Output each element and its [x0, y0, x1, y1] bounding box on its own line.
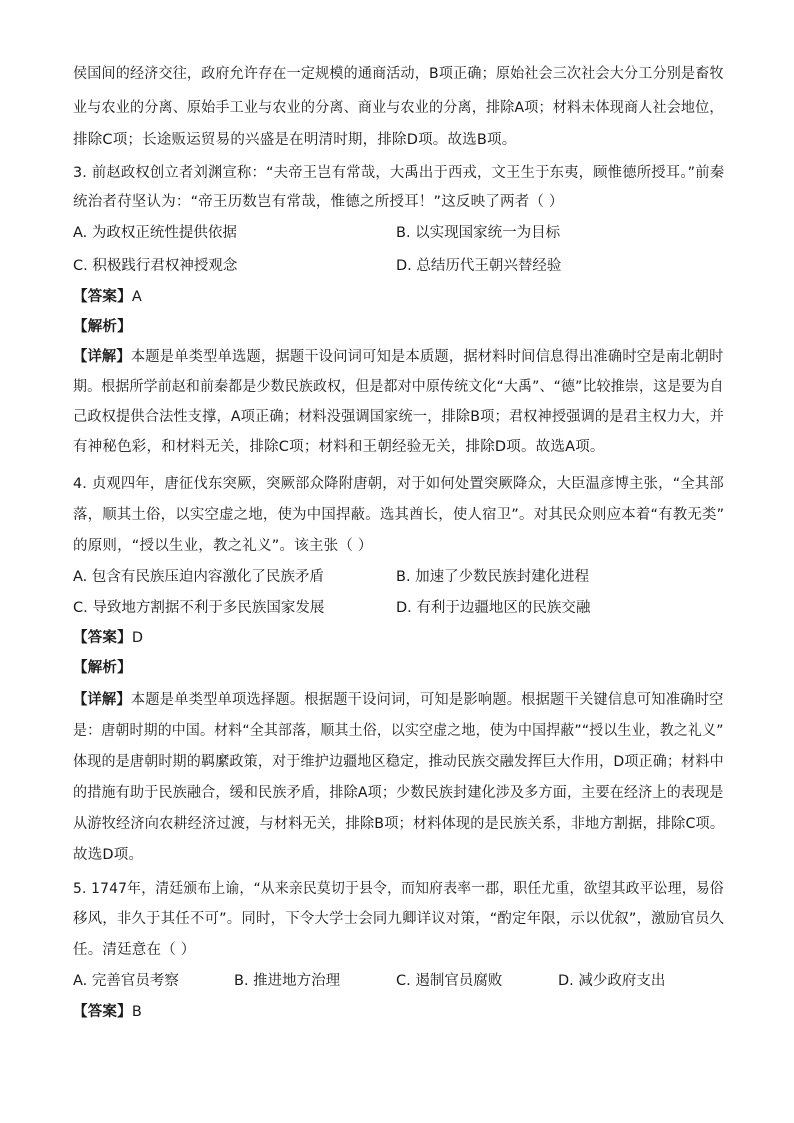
- question-4-option-a: A. 包含有民族压迫内容激化了民族矛盾: [73, 569, 324, 585]
- question-5-stem: 5. 1747年，清廷颁布上谕，“从来亲民莫切于县令，而知府表率一郡，职任尤重，欲望其政平讼理，易俗: [73, 881, 724, 897]
- question-4-option-c: C. 导致地方割据不利于多民族国家发展: [73, 600, 325, 616]
- question-5-answer: [73, 1002, 142, 1022]
- question-3-option-b: B. 以实现国家统一为目标: [396, 225, 561, 241]
- question-4-stem: 4. 贞观四年，唐征伐东突厥，突厥部众降附唐朝，对于如何处置突厥降众，大臣温彦博主张，“全其部: [73, 476, 724, 492]
- question-3-option-c: C. 积极践行君权神授观念: [73, 258, 238, 274]
- question-3-answer: [73, 287, 142, 307]
- question-3-detail: [73, 347, 724, 367]
- question-3-detail: 有神秘色彩，和材料无关，排除C项；材料和王朝经验无关，排除D项。故选A项。: [73, 439, 605, 455]
- question-5-option-b: B. 推进地方治理: [234, 973, 341, 989]
- question-4-detail: 从游牧经济向农耕经济过渡，与材料无关，排除B项；材料体现的是民族关系，非地方割据，排除C项。: [73, 816, 725, 832]
- answer-tag: 【答案】: [73, 630, 132, 646]
- answer-value: A: [131, 289, 142, 305]
- question-3-detail: 期。根据所学前赵和前秦都是少数民族政权，但是都对中原传统文化“大禹”、“德”比较推崇，这是要为自: [73, 379, 724, 395]
- question-5-option-c: C. 遏制官员腐败: [396, 973, 503, 989]
- question-4-option-d: D. 有利于边疆地区的民族交融: [396, 600, 591, 616]
- detail-tag: 【详解】: [73, 692, 131, 708]
- question-4-answer: [73, 628, 143, 648]
- answer-value: B: [131, 1004, 142, 1020]
- question-4-analysis-tag: 【解析】: [73, 660, 132, 676]
- question-3-analysis-tag: 【解析】: [73, 319, 132, 335]
- question-4-stem: 的原则，“授以生业，教之礼义”。该主张（ ）: [73, 538, 373, 554]
- question-4-stem: 落，顺其土俗，以实空虚之地，使为中国捍蔽。选其酋长，使人宿卫”。对其民众则应本着“有教无类”: [73, 507, 725, 523]
- question-5-stem: 任。清廷意在（ ）: [73, 942, 196, 958]
- question-5-stem: 移风，非久于其任不可”。同时，下令大学士会同九卿详议对策，“酌定年限，示以优叙”，激励官员久: [73, 911, 725, 927]
- detail-text: 本题是单类型单项选择题。根据题干设问词，可知是影响题。根据题干关键信息可知准确时空: [130, 692, 724, 708]
- question-4-detail: 的措施有助于民族融合，缓和民族矛盾，排除A项；少数民族封建化涉及多方面，主要在经济上的表现是: [73, 785, 724, 801]
- question-4-option-b: B. 加速了少数民族封建化进程: [396, 569, 590, 585]
- question-4-detail: 故选D项。: [73, 847, 144, 863]
- question-4-detail: 是：唐朝时期的中国。材料“全其部落，顺其土俗，以实空虚之地，使为中国捍蔽”“授以生业，教之礼义”: [73, 723, 724, 739]
- intro-line: 侯国间的经济交往，政府允许存在一定规模的通商活动，B项正确；原始社会三次社会大分工分别是畜牧: [73, 66, 724, 82]
- question-3-stem: 3. 前赵政权创立者刘渊宣称：“夫帝王岂有常哉，大禹出于西戎，文王生于东夷，顾惟德所授耳。”前秦: [73, 165, 725, 181]
- answer-tag: 【答案】: [73, 1004, 132, 1020]
- question-5-option-a: A. 完善官员考察: [73, 973, 179, 989]
- question-5-option-d: D. 减少政府支出: [558, 973, 666, 989]
- question-4-detail: [73, 690, 724, 710]
- detail-text: 本题是单类型单选题，据题干设问词可知是本质题，据材料时间信息得出准确时空是南北朝时: [130, 349, 724, 365]
- question-3-detail: 己政权提供合法性支撑，A项正确；材料没强调国家统一，排除B项；君权神授强调的是君主权力大，并: [73, 409, 725, 425]
- intro-line: 排除C项；长途贩运贸易的兴盛是在明清时期，排除D项。故选B项。: [73, 132, 517, 148]
- question-4-detail: 体现的是唐朝时期的羁縻政策，对于维护边疆地区稳定，推动民族交融发挥巨大作用，D项正确；材料中: [73, 754, 724, 770]
- question-3-stem: 统治者苻坚认为：“帝王历数岂有常哉，惟德之所授耳！”这反映了两者（ ）: [73, 194, 564, 210]
- question-3-option-d: D. 总结历代王朝兴替经验: [396, 258, 562, 274]
- answer-tag: 【答案】: [73, 289, 132, 305]
- detail-tag: 【详解】: [73, 349, 131, 365]
- intro-line: 业与农业的分离、原始手工业与农业的分离、商业与农业的分离，排除A项；材料未体现商人社会地位，: [73, 100, 724, 116]
- answer-value: D: [131, 630, 144, 646]
- question-3-option-a: A. 为政权正统性提供依据: [73, 225, 237, 241]
